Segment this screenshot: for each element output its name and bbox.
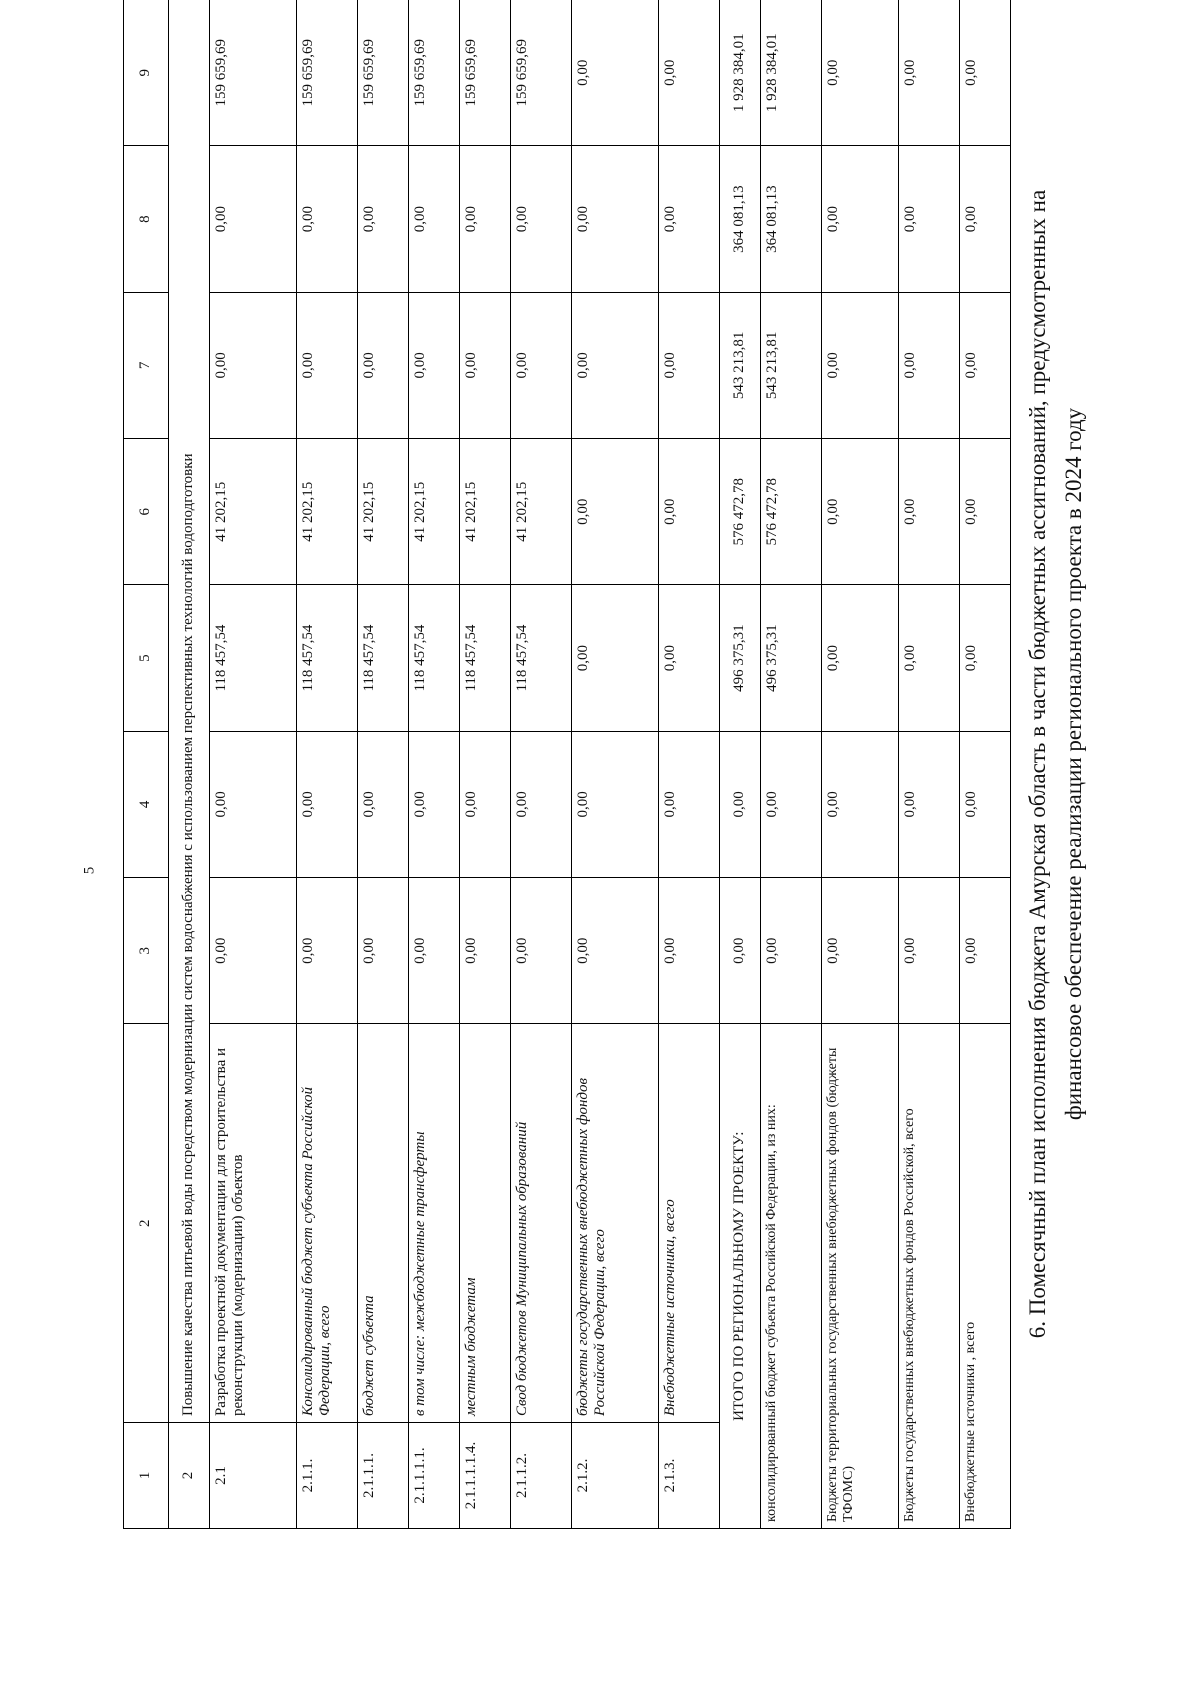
row-value: 0,00 bbox=[511, 292, 572, 438]
row-name: Свод бюджетов Муниципальных образований bbox=[511, 1024, 572, 1423]
summary-label: консолидированный бюджет субъекта Российской Федерации, из них: bbox=[761, 1024, 822, 1529]
total-value: 364 081,13 bbox=[720, 146, 761, 292]
summary-value: 0,00 bbox=[960, 146, 1011, 292]
row-value: 0,00 bbox=[659, 878, 720, 1024]
summary-row bbox=[899, 0, 960, 1529]
summary-value: 0,00 bbox=[899, 585, 960, 731]
row-value: 0,00 bbox=[210, 292, 297, 438]
row-value: 0,00 bbox=[659, 439, 720, 585]
row-value: 159 659,69 bbox=[409, 0, 460, 146]
row-name: Внебюджетные источники, всего bbox=[659, 1024, 720, 1423]
summary-row bbox=[960, 0, 1011, 1529]
column-header: 7 bbox=[124, 292, 169, 438]
row-value: 0,00 bbox=[460, 146, 511, 292]
row-value: 0,00 bbox=[460, 878, 511, 1024]
row-name: местным бюджетам bbox=[460, 1024, 511, 1423]
total-row bbox=[720, 0, 761, 1529]
row-value: 118 457,54 bbox=[297, 585, 358, 731]
section-code: 2 bbox=[169, 1423, 210, 1529]
row-value: 159 659,69 bbox=[460, 0, 511, 146]
row-value: 0,00 bbox=[409, 292, 460, 438]
row-value: 159 659,69 bbox=[297, 0, 358, 146]
budget-table bbox=[123, 0, 1011, 1529]
row-code: 2.1.1.1.1.4. bbox=[460, 1423, 511, 1529]
row-name: Консолидированный бюджет субъекта Российской Федерации, всего bbox=[297, 1024, 358, 1423]
row-value: 0,00 bbox=[358, 146, 409, 292]
row-value: 0,00 bbox=[511, 146, 572, 292]
section-row bbox=[169, 0, 210, 1529]
summary-value: 0,00 bbox=[899, 0, 960, 146]
total-value: 0,00 bbox=[720, 878, 761, 1024]
row-value: 41 202,15 bbox=[358, 439, 409, 585]
row-name: Разработка проектной документации для строительства и реконструкции (модернизации) объектов bbox=[210, 1024, 297, 1423]
caption-line: 6. Помесячный план исполнения бюджета Амурская область в части бюджетных ассигнований, предусмотренных на bbox=[1025, 189, 1050, 1339]
summary-value: 0,00 bbox=[822, 439, 899, 585]
row-name: бюджеты государственных внебюджетных фондов Российской Федерации, всего bbox=[572, 1024, 659, 1423]
column-header: 5 bbox=[124, 585, 169, 731]
summary-value: 0,00 bbox=[899, 439, 960, 585]
column-header: 2 bbox=[124, 1024, 169, 1423]
row-value: 0,00 bbox=[409, 146, 460, 292]
summary-value: 1 928 384,01 bbox=[761, 0, 822, 146]
row-value: 0,00 bbox=[297, 878, 358, 1024]
row-value: 0,00 bbox=[297, 146, 358, 292]
row-value: 159 659,69 bbox=[511, 0, 572, 146]
row-code: 2.1.1.1. bbox=[358, 1423, 409, 1529]
data-rows bbox=[210, 0, 720, 1529]
row-value: 118 457,54 bbox=[511, 585, 572, 731]
summary-label: Внебюджетные источники , всего bbox=[960, 1024, 1011, 1529]
summary-value: 0,00 bbox=[899, 731, 960, 877]
summary-value: 543 213,81 bbox=[761, 292, 822, 438]
section-title: Повышение качества питьевой воды посредством модернизации систем водоснабжения с использованием перспективных технологий водоподготовки bbox=[169, 0, 210, 1423]
total-rows bbox=[720, 0, 1011, 1529]
total-value: 576 472,78 bbox=[720, 439, 761, 585]
row-name: в том числе: межбюджетные трансферты bbox=[409, 1024, 460, 1423]
column-header: 8 bbox=[124, 146, 169, 292]
summary-value: 0,00 bbox=[960, 292, 1011, 438]
table-row bbox=[409, 0, 460, 1529]
column-header: 3 bbox=[124, 878, 169, 1024]
row-code: 2.1.1.1.1. bbox=[409, 1423, 460, 1529]
summary-value: 0,00 bbox=[899, 878, 960, 1024]
row-value: 41 202,15 bbox=[511, 439, 572, 585]
summary-value: 0,00 bbox=[960, 0, 1011, 146]
table-row bbox=[659, 0, 720, 1529]
row-value: 0,00 bbox=[297, 731, 358, 877]
summary-value: 0,00 bbox=[822, 878, 899, 1024]
row-value: 0,00 bbox=[210, 146, 297, 292]
row-value: 0,00 bbox=[210, 731, 297, 877]
row-value: 0,00 bbox=[210, 878, 297, 1024]
table-row bbox=[358, 0, 409, 1529]
summary-value: 0,00 bbox=[822, 0, 899, 146]
row-code: 2.1.3. bbox=[659, 1423, 720, 1529]
column-header: 4 bbox=[124, 731, 169, 877]
row-code: 2.1.1. bbox=[297, 1423, 358, 1529]
total-value: 0,00 bbox=[720, 731, 761, 877]
row-value: 0,00 bbox=[460, 731, 511, 877]
row-value: 0,00 bbox=[409, 731, 460, 877]
row-value: 159 659,69 bbox=[358, 0, 409, 146]
summary-value: 0,00 bbox=[899, 146, 960, 292]
summary-value: 0,00 bbox=[822, 146, 899, 292]
summary-value: 364 081,13 bbox=[761, 146, 822, 292]
row-value: 159 659,69 bbox=[210, 0, 297, 146]
row-value: 0,00 bbox=[511, 731, 572, 877]
total-value: 496 375,31 bbox=[720, 585, 761, 731]
column-header: 9 bbox=[124, 0, 169, 146]
summary-value: 0,00 bbox=[761, 878, 822, 1024]
table-row bbox=[297, 0, 358, 1529]
row-value: 0,00 bbox=[358, 731, 409, 877]
caption-line: финансовое обеспечение реализации регионального проекта в 2024 году bbox=[1060, 407, 1086, 1121]
header-row bbox=[124, 0, 169, 1529]
column-header: 6 bbox=[124, 439, 169, 585]
row-code: 2.1 bbox=[210, 1423, 297, 1529]
total-value: 543 213,81 bbox=[720, 292, 761, 438]
summary-value: 0,00 bbox=[761, 731, 822, 877]
page-number: 5 bbox=[81, 866, 98, 875]
row-value: 118 457,54 bbox=[409, 585, 460, 731]
row-value: 0,00 bbox=[572, 731, 659, 877]
total-value: 1 928 384,01 bbox=[720, 0, 761, 146]
row-value: 41 202,15 bbox=[210, 439, 297, 585]
row-value: 0,00 bbox=[572, 878, 659, 1024]
row-value: 0,00 bbox=[659, 0, 720, 146]
table-row bbox=[511, 0, 572, 1529]
summary-label: Бюджеты государственных внебюджетных фондов Российской, всего bbox=[899, 1024, 960, 1529]
table-row bbox=[572, 0, 659, 1529]
row-value: 0,00 bbox=[572, 439, 659, 585]
row-value: 0,00 bbox=[572, 292, 659, 438]
row-value: 0,00 bbox=[358, 878, 409, 1024]
summary-row bbox=[822, 0, 899, 1529]
row-value: 0,00 bbox=[659, 146, 720, 292]
summary-value: 0,00 bbox=[960, 731, 1011, 877]
row-value: 118 457,54 bbox=[210, 585, 297, 731]
total-label: ИТОГО ПО РЕГИОНАЛЬНОМУ ПРОЕКТУ: bbox=[720, 1024, 761, 1529]
row-name: бюджет субъекта bbox=[358, 1024, 409, 1423]
row-value: 0,00 bbox=[572, 146, 659, 292]
row-value: 0,00 bbox=[409, 878, 460, 1024]
row-value: 0,00 bbox=[358, 292, 409, 438]
summary-value: 0,00 bbox=[899, 292, 960, 438]
summary-value: 0,00 bbox=[960, 585, 1011, 731]
table-caption bbox=[1020, 0, 1091, 1529]
row-value: 41 202,15 bbox=[409, 439, 460, 585]
summary-value: 576 472,78 bbox=[761, 439, 822, 585]
column-header: 1 bbox=[124, 1423, 169, 1529]
summary-value: 0,00 bbox=[960, 439, 1011, 585]
row-value: 0,00 bbox=[659, 292, 720, 438]
summary-row bbox=[761, 0, 822, 1529]
table-row bbox=[460, 0, 511, 1529]
summary-label: Бюджеты территориальных государственных внебюджетных фондов (бюджеты ТФОМС) bbox=[822, 1024, 899, 1529]
row-value: 0,00 bbox=[297, 292, 358, 438]
summary-value: 0,00 bbox=[822, 585, 899, 731]
row-value: 0,00 bbox=[572, 0, 659, 146]
summary-value: 0,00 bbox=[822, 731, 899, 877]
row-code: 2.1.2. bbox=[572, 1423, 659, 1529]
row-value: 118 457,54 bbox=[358, 585, 409, 731]
row-value: 41 202,15 bbox=[297, 439, 358, 585]
row-value: 41 202,15 bbox=[460, 439, 511, 585]
summary-value: 496 375,31 bbox=[761, 585, 822, 731]
row-value: 118 457,54 bbox=[460, 585, 511, 731]
row-value: 0,00 bbox=[659, 731, 720, 877]
row-value: 0,00 bbox=[511, 878, 572, 1024]
row-value: 0,00 bbox=[572, 585, 659, 731]
summary-value: 0,00 bbox=[960, 878, 1011, 1024]
summary-value: 0,00 bbox=[822, 292, 899, 438]
table-row bbox=[210, 0, 297, 1529]
row-value: 0,00 bbox=[460, 292, 511, 438]
row-code: 2.1.1.2. bbox=[511, 1423, 572, 1529]
row-value: 0,00 bbox=[659, 585, 720, 731]
